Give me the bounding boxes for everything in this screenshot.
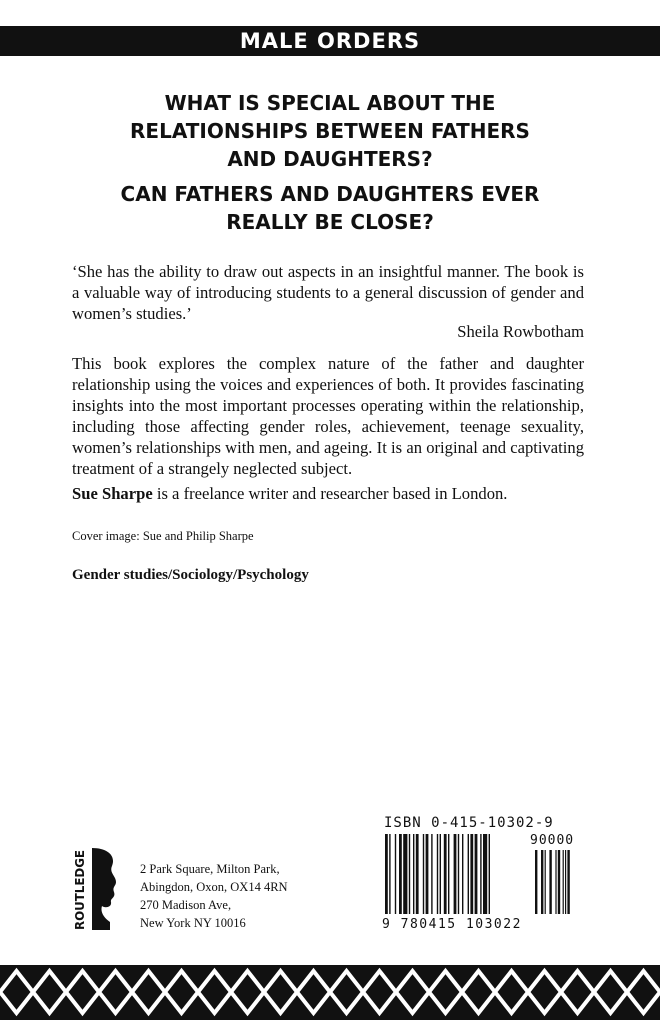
author-name: Sue Sharpe — [72, 484, 153, 503]
headline-line: AND DAUGHTERS? — [227, 147, 433, 171]
barcode-addon-bar — [555, 850, 556, 914]
barcode-bar — [416, 834, 419, 914]
headline-line: RELATIONSHIPS BETWEEN FATHERS — [130, 119, 530, 143]
author-bio-text: is a freelance writer and researcher based in London. — [152, 484, 508, 503]
barcode — [385, 834, 585, 930]
headline-line: WHAT IS SPECIAL ABOUT THE — [164, 91, 496, 115]
barcode-bar — [475, 834, 478, 914]
quote-attribution: Sheila Rowbotham — [457, 322, 584, 341]
barcode-bar — [395, 834, 396, 914]
barcode-addon-bar — [535, 850, 537, 914]
author-bio — [72, 483, 584, 504]
barcode-bar — [426, 834, 429, 914]
barcode-addon-bar — [549, 850, 551, 914]
barcode-addon-bar — [545, 850, 546, 914]
isbn-text: ISBN 0-415-10302-9 — [384, 815, 554, 831]
barcode-bar — [423, 834, 424, 914]
subject-categories: Gender studies/Sociology/Psychology — [72, 567, 309, 583]
barcode-bar — [489, 834, 490, 914]
barcode-bar — [385, 834, 388, 914]
barcode-bar — [454, 834, 457, 914]
barcode-addon-bar — [558, 850, 560, 914]
barcode-addon-number: 90000 — [530, 833, 575, 848]
routledge-logo — [64, 846, 128, 932]
headline-line: CAN FATHERS AND DAUGHTERS EVER — [120, 182, 540, 206]
review-quote: ‘She has the ability to draw out aspects in an insightful manner. The book is a valuable way of introducing students to a general discussion of gender and women’s studies.’ — [72, 262, 584, 323]
barcode-bar — [470, 834, 473, 914]
barcode-bar — [480, 834, 481, 914]
barcode-bar — [409, 834, 410, 914]
barcode-ean-number: 9 780415 103022 — [382, 917, 522, 932]
barcode-bar — [399, 834, 402, 914]
decorative-pattern-band — [0, 965, 660, 1020]
headline-question-1 — [40, 89, 620, 173]
cover-credit: Cover image: Sue and Philip Sharpe — [72, 529, 254, 543]
address-line: 270 Madison Ave, — [140, 898, 232, 912]
barcode-bar — [413, 834, 414, 914]
series-title: MALE ORDERS — [239, 29, 421, 53]
logo-text: ROUTLEDGE — [73, 848, 87, 930]
barcode-addon-bar — [567, 850, 569, 914]
book-description: This book explores the complex nature of the father and daughter relationship using the voices and experiences of both. It provides fascinating insights into the most important processes operating within the relationship, including those affecting gender roles, achievement, teenage sexuality, women’s relationships with men, and ageing. It is an original and captivating treatment of a strangely neglected subject. — [72, 354, 584, 478]
headline-question-2 — [40, 180, 620, 236]
barcode-bar — [462, 834, 463, 914]
address-line: 2 Park Square, Milton Park, — [140, 862, 280, 876]
publisher-address — [140, 860, 288, 932]
barcode-bar — [468, 834, 469, 914]
barcode-bar — [389, 834, 390, 914]
series-title-band — [0, 26, 660, 56]
barcode-bar — [483, 834, 487, 914]
barcode-addon-bar — [565, 850, 566, 914]
address-line: Abingdon, Oxon, OX14 4RN — [140, 880, 288, 894]
barcode-bar — [444, 834, 447, 914]
barcode-bar — [440, 834, 441, 914]
barcode-addon-bar — [541, 850, 543, 914]
barcode-bar — [403, 834, 407, 914]
address-line: New York NY 10016 — [140, 916, 246, 930]
barcode-bar — [437, 834, 438, 914]
barcode-addon-bar — [563, 850, 564, 914]
headline-line: REALLY BE CLOSE? — [226, 210, 434, 234]
barcode-bar — [431, 834, 432, 914]
barcode-bar — [458, 834, 459, 914]
barcode-bar — [448, 834, 449, 914]
